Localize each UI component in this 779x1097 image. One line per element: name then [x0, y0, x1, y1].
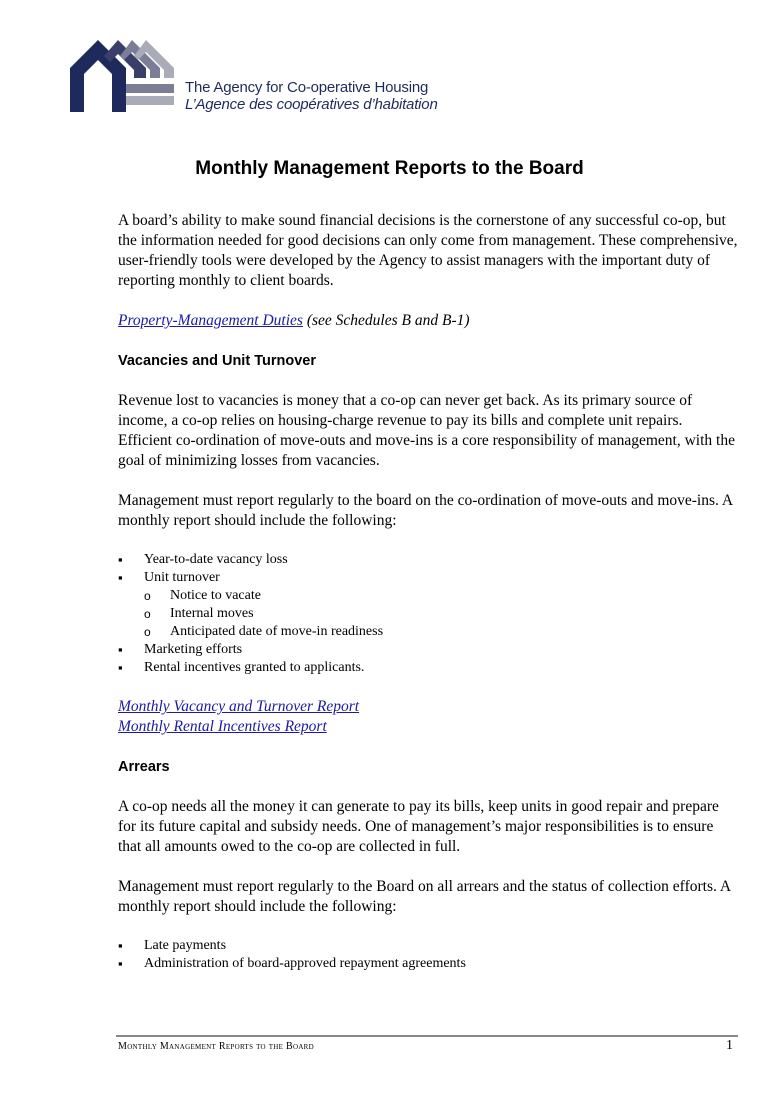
document-body	[118, 211, 740, 993]
list-item	[118, 569, 740, 641]
arrears-list	[118, 937, 740, 973]
list-item: ▪ Year-to-date vacancy loss	[118, 551, 740, 569]
arrears-heading: Arrears	[118, 759, 170, 775]
duties-note: (see Schedules B and B-1)	[302, 312, 470, 329]
organization-name	[185, 79, 438, 113]
vacancies-paragraph-1: Revenue lost to vacancies is money that a co-op can never get back. As its primary source of income, a co-op relies on housing-charge revenue to pay its bills and complete unit repairs. Efficient co-ordination of move-outs and move-ins is a core responsibility of management, with the goal of minimizing losses from vacancies.	[118, 392, 735, 469]
vacancy-report-links	[118, 697, 740, 737]
vacancy-turnover-report-link[interactable]: Monthly Vacancy and Turnover Report	[118, 698, 360, 715]
list-item: ▪ Rental incentives granted to applicants.	[118, 659, 740, 677]
house-logo-icon	[62, 38, 182, 114]
unit-turnover-sublist	[144, 587, 740, 641]
list-item: ▪ Late payments	[118, 937, 740, 955]
sub-marker: o	[144, 589, 151, 603]
intro-paragraph: A board’s ability to make sound financial decisions is the cornerstone of any successful co-op, but the information needed for good decisions can only come from management. These comprehensive, user-friendly tools were developed by the Agency to assist managers with the important duty of reporting monthly to client boards.	[118, 212, 738, 289]
list-item-label: Unit turnover	[144, 570, 220, 585]
footer-divider	[116, 1035, 738, 1037]
list-item: ▪ Marketing efforts	[118, 641, 740, 659]
arrears-paragraph-2: Management must report regularly to the Board on all arrears and the status of collection efforts. A monthly report should include the following:	[118, 878, 731, 915]
footer-text: Monthly Management Reports to the Board	[118, 1041, 315, 1052]
list-item: ▪ Administration of board-approved repayment agreements	[118, 955, 740, 973]
duties-reference	[118, 311, 740, 331]
org-name-en: The Agency for Co-operative Housing	[185, 79, 429, 96]
sub-list-item: o Anticipated date of move-in readiness	[144, 624, 384, 639]
sub-marker: o	[144, 625, 151, 639]
page-title: Monthly Management Reports to the Board	[195, 158, 584, 179]
duties-link[interactable]: Property-Management Duties	[118, 312, 303, 329]
sub-list-item: o Internal moves	[144, 606, 254, 621]
sub-marker: o	[144, 607, 151, 621]
sub-list-item: o Notice to vacate	[144, 588, 261, 603]
vacancies-paragraph-2: Management must report regularly to the board on the co-ordination of move-outs and move-ins. A monthly report should include the following:	[118, 492, 733, 529]
page-number: 1	[726, 1038, 733, 1053]
org-name-fr: L’Agence des coopératives d’habitation	[185, 96, 438, 113]
arrears-paragraph-1: A co-op needs all the money it can generate to pay its bills, keep units in good repair and prepare for its future capital and subsidy needs. One of management’s major responsibilities is to ensure that all amounts owed to the co-op are collected in full.	[118, 798, 719, 855]
rental-incentives-report-link[interactable]: Monthly Rental Incentives Report	[118, 718, 327, 735]
vacancies-list	[118, 551, 740, 677]
vacancies-heading: Vacancies and Unit Turnover	[118, 353, 316, 369]
